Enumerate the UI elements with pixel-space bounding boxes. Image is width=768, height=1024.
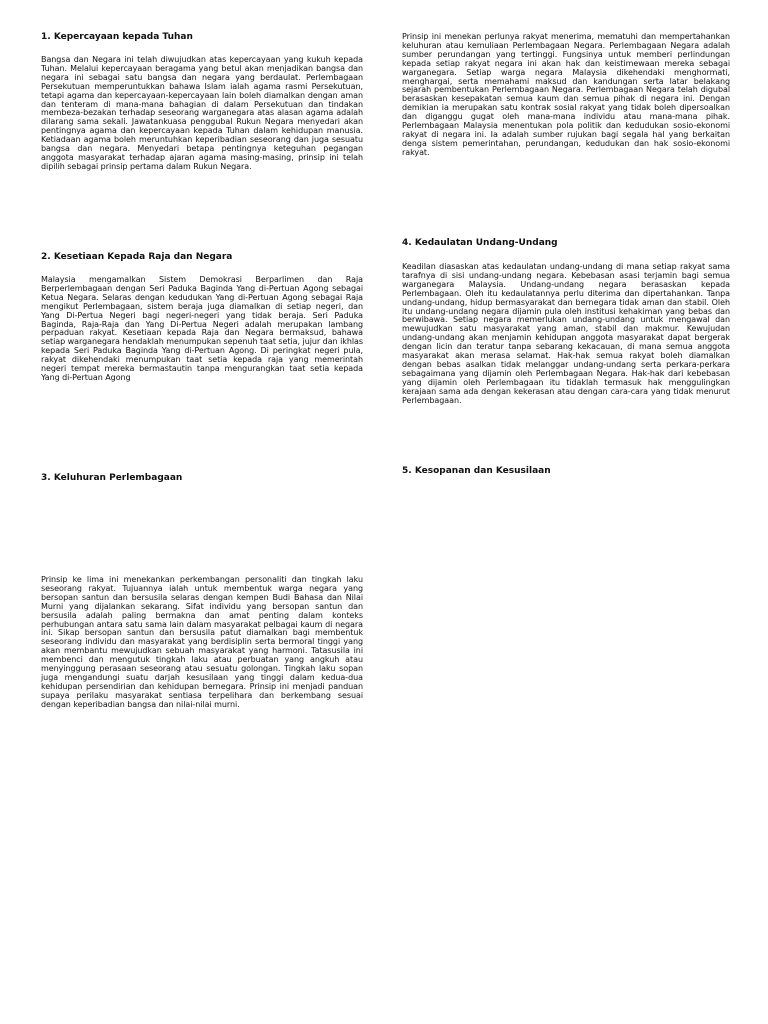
section-3-heading: 3. Keluhuran Perlembagaan bbox=[41, 473, 183, 483]
section-5-body: Prinsip ke lima ini menekankan perkembangan personaliti dan tingkah laku seseorang rakyat. Tujuannya ialah untuk membentuk warga negara yang bersopan santun dan bersusila selaras dengan kempen Budi Bahasa dan Nilai Murni yang dijalankan sekarang. Sifat individu yang bersopan santun dan bersusila adalah paling bermakna dan amat penting dalam konteks perhubungan antara satu sama lain dalam masyarakat pelbagai kaum di negara ini. Sikap bersopan santun dan bersusila patut diamalkan bagi membentuk seseorang individu dan masyarakat yang berdisiplin serta bermoral tinggi yang akan membantu mewujudkan sebuah masyarakat yang harmoni. Tatasusila ini membenci dan mengutuk tingkah laku atau perbuatan yang angkuh atau menyinggung perasaan seseorang atau sesuatu golongan. Tingkah laku sopan juga mengandungi suatu darjah kesusilaan yang tinggi dalam kedua-dua kehidupan persendirian dan kehidupan bernegara. Prinsip ini menjadi panduan supaya perilaku masyarakat sentiasa terpelihara dan berkembang sesuai dengan keperibadian bangsa dan nilai-nilai murni. bbox=[41, 575, 363, 709]
section-3-body: Prinsip ini menekan perlunya rakyat menerima, mematuhi dan mempertahankan keluhuran atau kemuliaan Perlembagaan Negara. Perlembagaan Negara adalah sumber perundangan yang tertinggi. Fungsinya untuk memberi perlindungan kepada setiap rakyat negara ini akan hak dan keistimewaan mereka sebagai warganegara. Setiap warga negara Malaysia dikehendaki menghormati, menghargai, serta memahami maksud dan kandungan serta latar belakang sejarah pembentukan Perlembagaan Negara. Perlembagaan Negara telah digubal berasaskan kesepakatan semua kaum dan semua pihak di negara ini. Dengan demikian ia merupakan satu kontrak sosial rakyat yang tidak boleh dipersoalkan dan diganggu gugat oleh mana-mana individu atau mana-mana pihak. Perlembagaan Malaysia menentukan pola politik dan kedudukan sosio-ekonomi rakyat di negara ini. Ia adalah sumber rujukan bagi segala hal yang berkaitan denga sistem pemerintahan, perundangan, kedudukan dan hak sosio-ekonomi rakyat. bbox=[402, 32, 730, 157]
section-4-body: Keadilan diasaskan atas kedaulatan undang-undang di mana setiap rakyat sama tarafnya di sisi undang-undang negara. Kebebasan asasi terjamin bagi semua warganegara Malaysia. Undang-undang negara berasaskan kepada Perlembagaan. Oleh itu kedaulatannya perlu diterima dan dipertahankan. Tanpa undang-undang, hidup bermasyarakat dan bernegara tidak aman dan stabil. Oleh itu undang-undang negara dijamin pula oleh institusi kehakiman yang bebas dan berwibawa. Setiap negara memerlukan undang-undang untuk mengawal dan mewujudkan satu masyarakat yang aman, stabil dan makmur. Kewujudan undang-undang akan menjamin kehidupan anggota masyarakat dapat bergerak dengan licin dan teratur tanpa sebarang kekacauan, di mana semua anggota masyarakat akan merasa selamat. Hak-hak semua rakyat boleh diamalkan dengan bebas asalkan tidak melanggar undang-undang serta perkara-perkara sebagaimana yang dijamin oleh Perlembagaan Negara. Hak-hak dari kebebasan yang dijamin oleh Perlembagaan itu tidaklah termasuk hak menggulingkan kerajaan sama ada dengan kekerasan atau dengan cara-cara yang tidak menurut Perlembagaan. bbox=[402, 262, 730, 405]
section-1-heading: 1. Kepercayaan kepada Tuhan bbox=[41, 32, 193, 42]
section-1-body: Bangsa dan Negara ini telah diwujudkan atas kepercayaan yang kukuh kepada Tuhan. Melalui kepercayaan beragama yang betul akan menjadikan bangsa dan negara ini sebagai satu bangsa dan negara yang berdaulat. Perlembagaan Persekutuan memperuntukkan bahawa Islam ialah agama rasmi Persekutuan, tetapi agama dan kepercayaan-kepercayaan lain boleh diamalkan dengan aman dan tenteram di mana-mana bahagian di dalam Persekutuan dan tindakan membeza-bezakan terhadap seseorang warganegara atas alasan agama adalah dilarang sama sekali. Jawatankuasa penggubal Rukun Negara menyedari akan pentingnya agama dan kepercayaan kepada Tuhan dalam kehidupan manusia. Ketiadaan agama boleh meruntuhkan keperibadian seseorang dan juga sesuatu bangsa dan negara. Menyedari betapa pentingnya keteguhan pegangan anggota masyarakat terhadap ajaran agama masing-masing, prinsip ini telah dipilih sebagai prinsip pertama dalam Rukun Negara. bbox=[41, 55, 363, 171]
section-2-body: Malaysia mengamalkan Sistem Demokrasi Berparlimen dan Raja Berperlembagaan dengan Seri Paduka Baginda Yang di-Pertuan Agong sebagai Ketua Negara. Selaras dengan kedudukan Yang di-Pertuan Agong sebagai Raja mengikut Perlembagaan, sistem beraja juga diamalkan di setiap negeri, dan Yang Di-Pertua Negeri bagi negeri-negeri yang tidak beraja. Seri Paduka Baginda, Raja-Raja dan Yang Di-Pertua Negeri adalah merupakan lambang perpaduan rakyat. Kesetiaan kepada Raja dan Negara bermaksud, bahawa setiap warganegara hendaklah menumpukan sepenuh taat setia, jujur dan ikhlas kepada Seri Paduka Baginda Yang di-Pertuan Agong. Di peringkat negeri pula, rakyat dikehendaki menumpukan taat setia kepada raja yang memerintah negeri tempat mereka bermastautin tanpa mengurangkan taat setia kepada Yang di-Pertuan Agong bbox=[41, 275, 363, 382]
section-4-heading: 4. Kedaulatan Undang-Undang bbox=[402, 238, 558, 248]
section-2-heading: 2. Kesetiaan Kepada Raja dan Negara bbox=[41, 252, 233, 262]
section-5-heading: 5. Kesopanan dan Kesusilaan bbox=[402, 466, 551, 476]
